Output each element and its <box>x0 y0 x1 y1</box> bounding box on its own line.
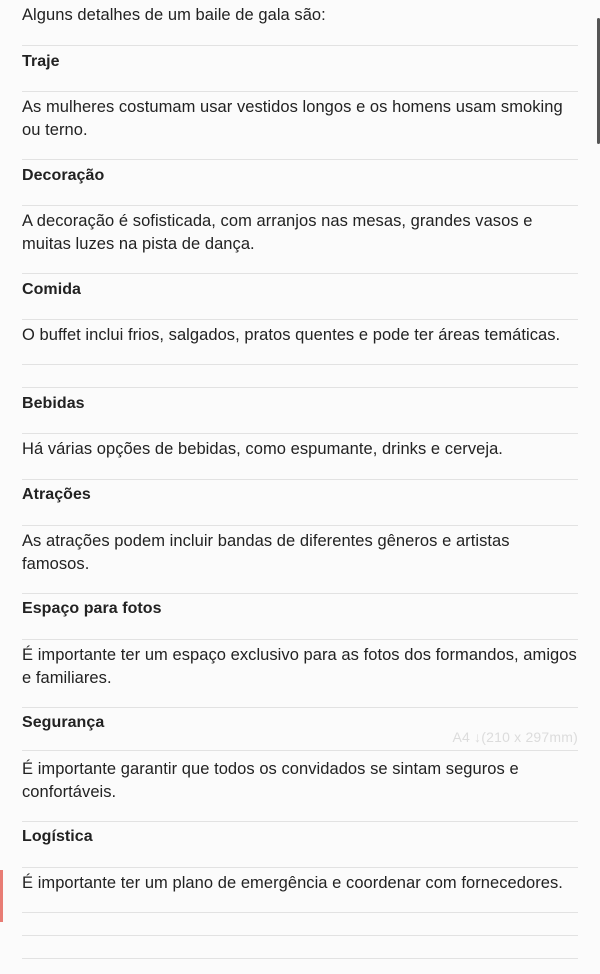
section-title-atracoes: Atrações <box>22 484 578 507</box>
section-text-bebidas: Há várias opções de bebidas, como espumante, drinks e cerveja. <box>22 438 578 461</box>
section-text-atracoes: As atrações podem incluir bandas de diferentes gêneros e artistas famosos. <box>22 530 578 576</box>
section-text-logistica: É importante ter um plano de emergência e coordenar com fornecedores. <box>22 872 578 895</box>
page-size-watermark: A4 ↓(210 x 297mm) <box>452 729 578 745</box>
edit-marker <box>0 870 3 922</box>
section-text-decoracao: A decoração é sofisticada, com arranjos nas mesas, grandes vasos e muitas luzes na pista de dança. <box>22 210 578 256</box>
section-title-comida: Comida <box>22 279 578 302</box>
section-title-traje: Traje <box>22 51 578 74</box>
intro-text: Alguns detalhes de um baile de gala são: <box>22 4 578 27</box>
section-text-traje: As mulheres costumam usar vestidos longos e os homens usam smoking ou terno. <box>22 96 578 142</box>
section-title-bebidas: Bebidas <box>22 393 578 416</box>
section-title-decoracao: Decoração <box>22 165 578 188</box>
section-text-espaco-fotos: É importante ter um espaço exclusivo para as fotos dos formandos, amigos e familiares. <box>22 644 578 690</box>
section-title-espaco-fotos: Espaço para fotos <box>22 598 578 621</box>
section-title-seguranca: Segurança <box>22 712 578 735</box>
section-text-comida: O buffet inclui frios, salgados, pratos quentes e pode ter áreas temáticas. <box>22 324 578 347</box>
section-text-seguranca: É importante garantir que todos os convidados se sintam seguros e confortáveis. <box>22 758 578 804</box>
section-title-logistica: Logística <box>22 826 578 849</box>
